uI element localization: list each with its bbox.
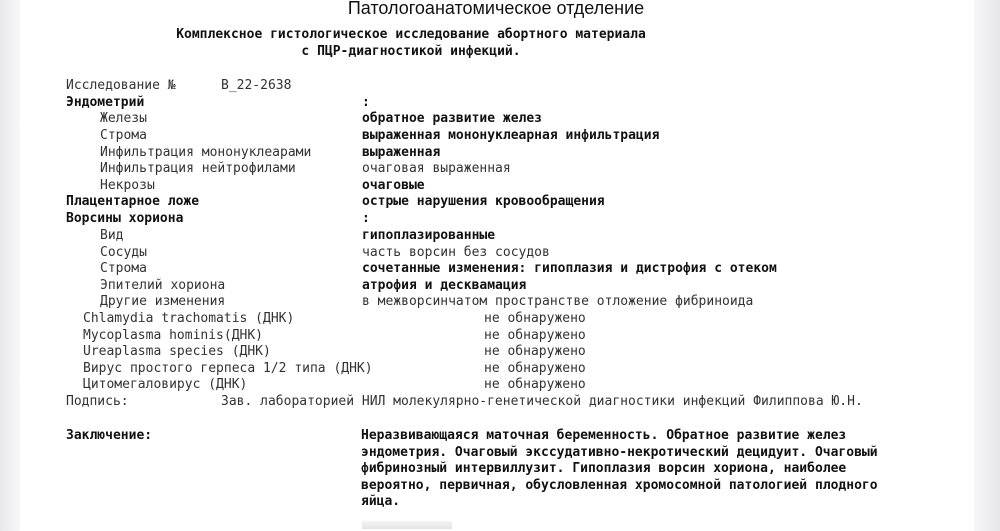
report-heading-line-1: Комплексное гистологическое исследование абортного материала: [176, 27, 646, 42]
endometrium-row-label: Инфильтрация мононуклеарами: [100, 145, 312, 160]
infection-result: не обнаружено: [484, 328, 586, 343]
endometrium-row-value: выраженная мононуклеарная инфильтрация: [362, 128, 660, 143]
villi-row-label: Вид: [100, 228, 124, 243]
infection-result: не обнаружено: [484, 377, 586, 392]
villi-row-value: сочетанные изменения: гипоплазия и дистрофия с отеком: [362, 261, 777, 276]
conclusion-text: [361, 428, 941, 511]
endometrium-row-label: Железы: [100, 111, 147, 126]
endometrium-row-label: Строма: [100, 128, 147, 143]
endometrium-colon: :: [362, 95, 370, 110]
infection-label: Mycoplasma hominis(ДНК): [83, 328, 264, 343]
villi-row-label: Другие изменения: [100, 294, 226, 309]
villi-row-label: Строма: [100, 261, 147, 276]
department-title: Патологоанатомическое отделение: [347, 0, 645, 18]
infection-result: не обнаружено: [484, 344, 586, 359]
endometrium-row-value: обратное развитие желез: [362, 111, 543, 126]
infection-label: Цитомегаловирус (ДНК): [83, 377, 248, 392]
study-number: В_22-2638: [221, 78, 292, 93]
endometrium-row-value: очаговые: [362, 178, 425, 193]
villi-row-label: Эпителий хориона: [100, 278, 226, 293]
villi-row-value: часть ворсин без сосудов: [362, 245, 550, 260]
placental-bed-value: острые нарушения кровообращения: [362, 194, 605, 209]
endometrium-row-value: очаговая выраженная: [362, 161, 511, 176]
endometrium-row-label: Инфильтрация нейтрофилами: [100, 161, 296, 176]
villi-row-label: Сосуды: [100, 245, 147, 260]
study-label: Исследование №: [66, 78, 176, 93]
infection-result: не обнаружено: [484, 361, 586, 376]
villi-row-value: в межворсинчатом пространстве отложение фибриноида: [362, 294, 754, 309]
villi-row-value: гипоплазированные: [362, 228, 496, 243]
conclusion-label: Заключение:: [66, 428, 153, 443]
conclusion-line: фибринозный интервиллузит. Гипоплазия ворсин хориона, наиболее: [361, 461, 847, 476]
conclusion-line: эндометрия. Очаговый экссудативно-некротический децидуит. Очаговый: [361, 444, 878, 460]
conclusion-line: яйца.: [361, 494, 401, 509]
infection-result: не обнаружено: [484, 311, 586, 326]
endometrium-row-label: Некрозы: [100, 178, 155, 193]
villi-title: Ворсины хориона: [66, 211, 184, 226]
page-shadow-left: [0, 0, 20, 531]
signature-value: Зав. лабораторией НИЛ молекулярно-генетической диагностики инфекций Филиппова Ю.Н.: [221, 394, 863, 409]
conclusion-line: Неразвивающаяся маточная беременность. Обратное развитие желез: [361, 428, 847, 443]
report-heading-line-2: с ПЦР-диагностикой инфекций.: [301, 44, 521, 59]
villi-colon: :: [362, 211, 370, 226]
placental-bed-label: Плацентарное ложе: [66, 194, 200, 209]
infection-label: Вирус простого герпеса 1/2 типа (ДНК): [83, 361, 373, 376]
infection-label: Chlamydia trachomatis (ДНК): [83, 311, 295, 326]
page-shadow-right: [974, 0, 1000, 531]
endometrium-row-value: выраженная: [362, 145, 441, 160]
cut-off-text-fragment: [362, 521, 452, 529]
conclusion-line: вероятно, первичная, обусловленная хромосомной патологией плодного: [361, 477, 878, 493]
signature-label: Подпись:: [66, 394, 129, 409]
endometrium-title: Эндометрий: [66, 95, 145, 110]
villi-row-value: атрофия и десквамация: [362, 278, 527, 293]
infection-label: Ureaplasma species (ДНК): [83, 344, 271, 359]
